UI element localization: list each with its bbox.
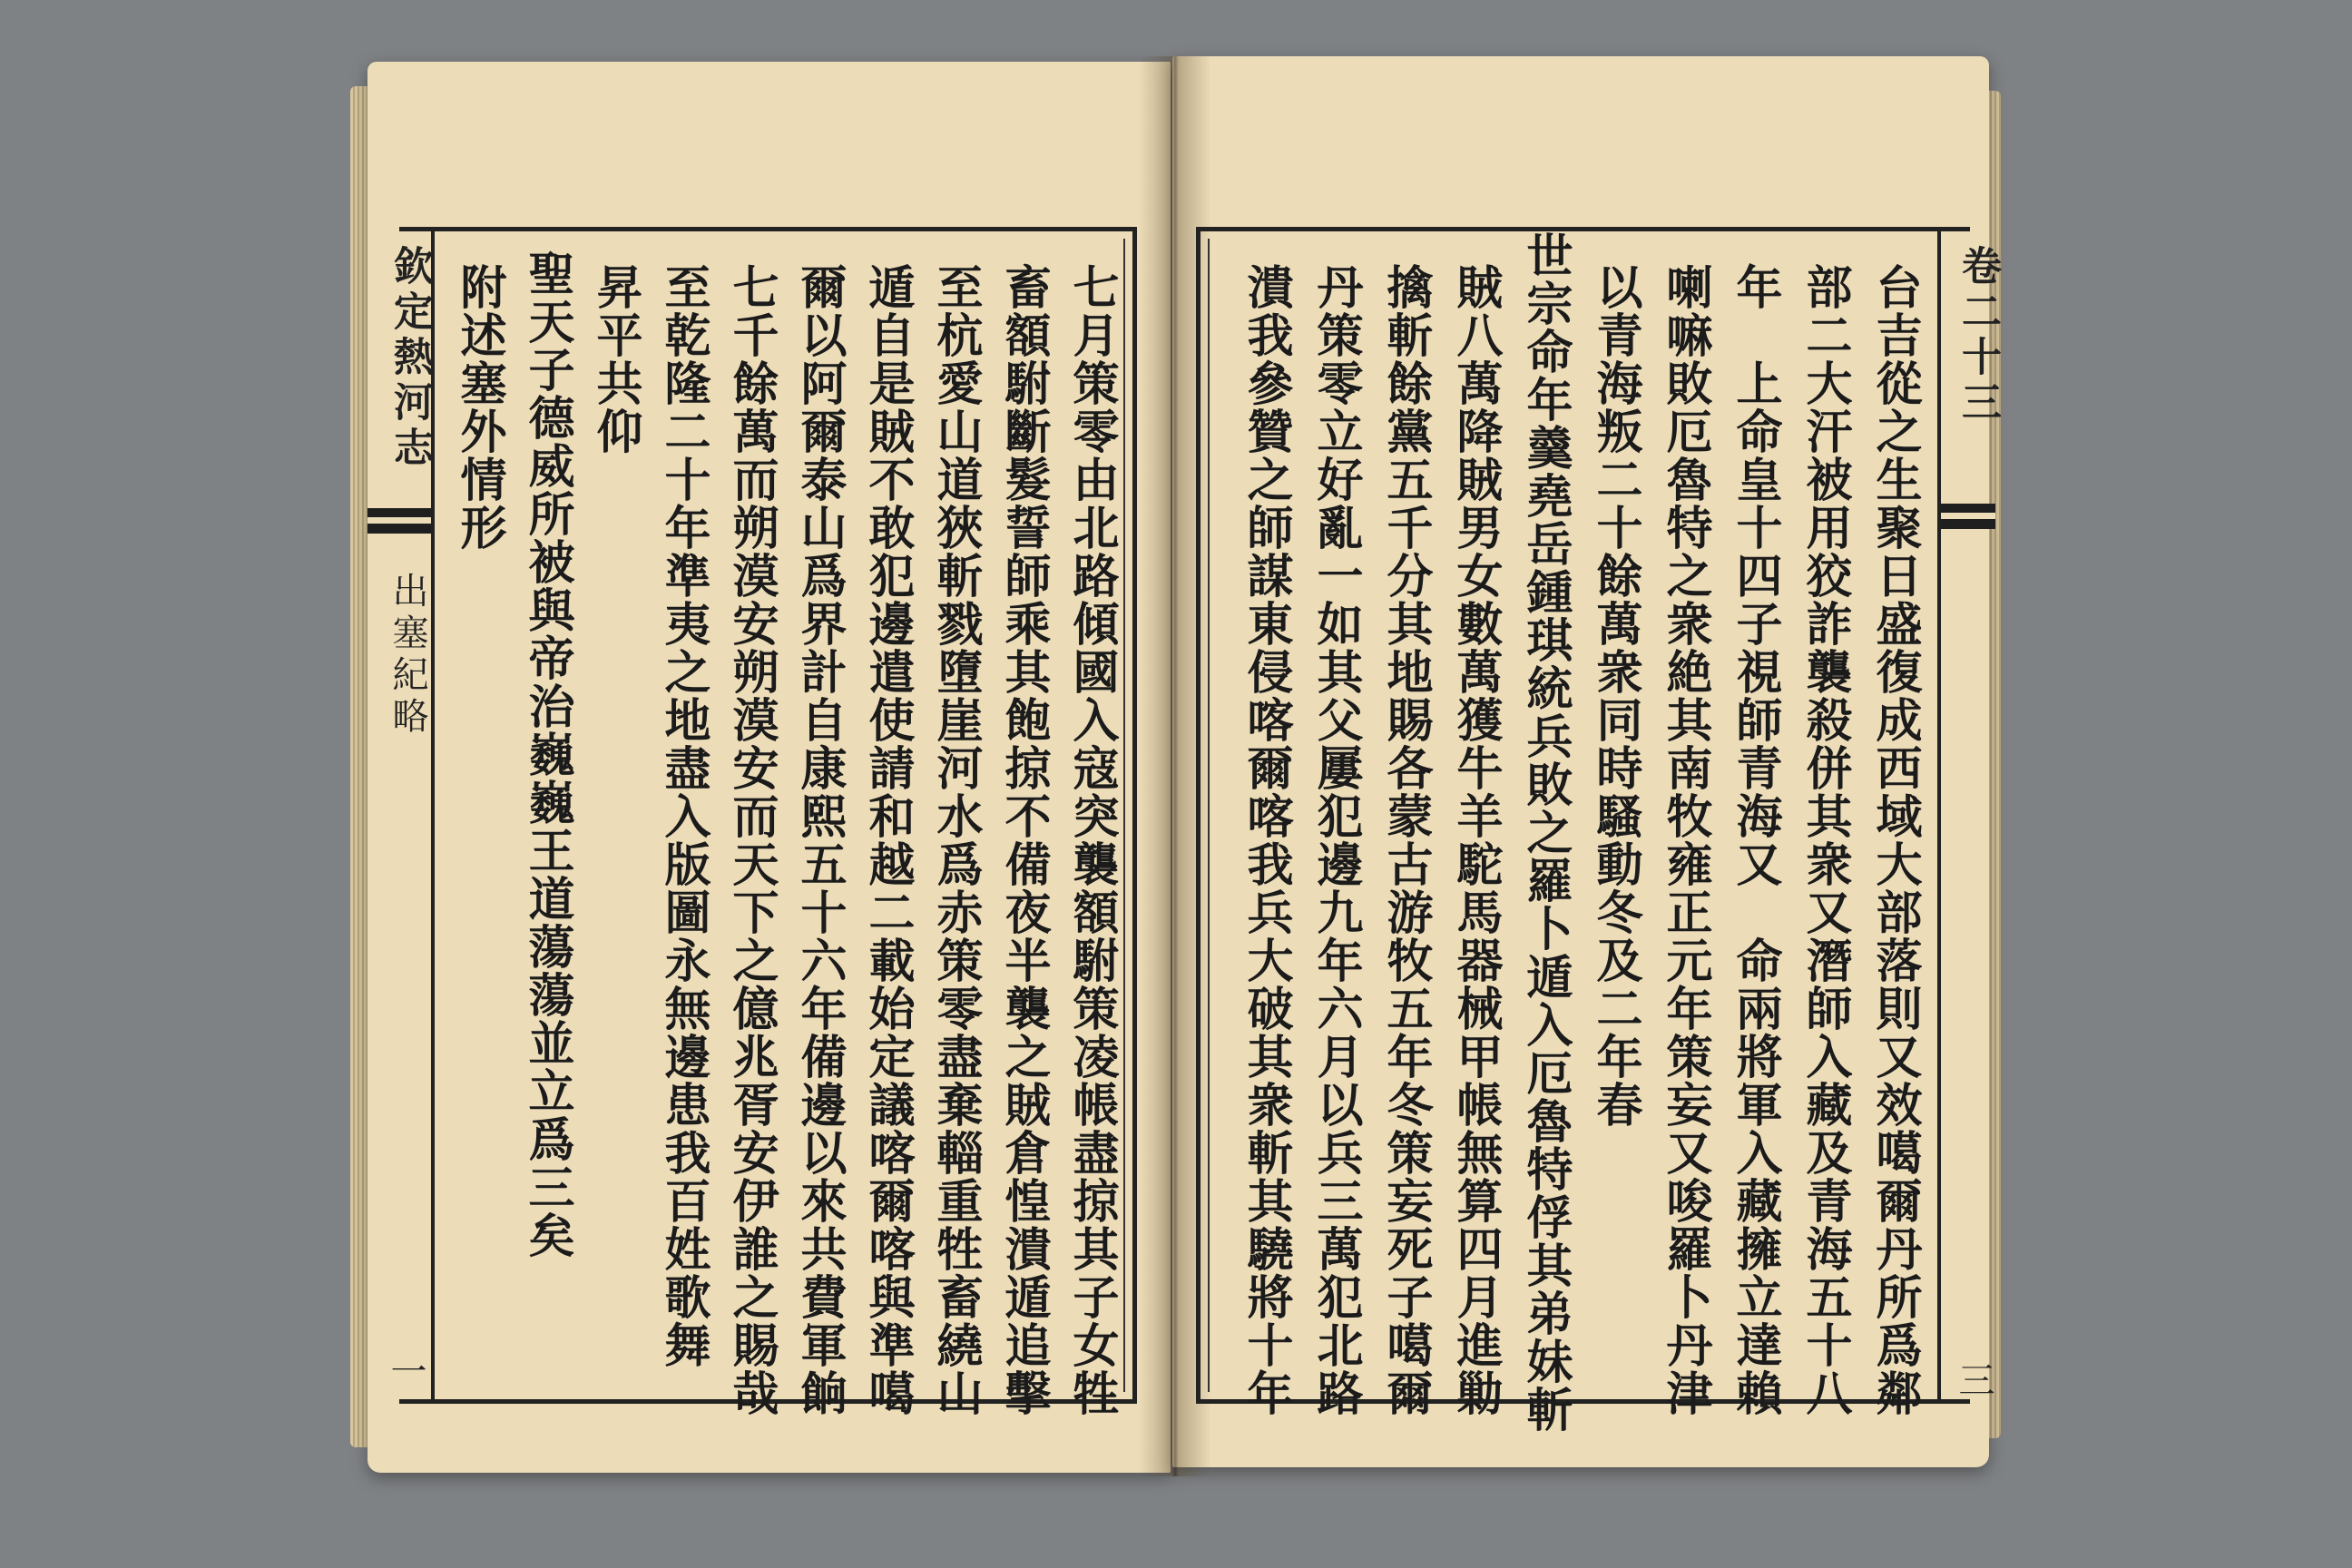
right-banxin-foot: 三 [1953, 1361, 1994, 1403]
right-column-3: 年 上命皇十四子視師青海又 命兩將軍入藏擁立達賴 [1728, 263, 1782, 1417]
right-column-4: 喇嘛敗厄魯特之衆絶其南牧雍正元年策妄又唆羅卜丹津 [1658, 263, 1712, 1417]
left-column-8: 昇平共仰 [588, 263, 642, 456]
left-fish-tail [368, 508, 431, 534]
right-column-6: 世宗命年羹堯岳鍾琪統兵敗之羅卜遁入厄魯特俘其弟妹斬 [1518, 231, 1573, 1434]
left-column-9: 聖天子德威所被與帝治巍巍王道蕩蕩並立爲三矣 [520, 250, 574, 1259]
right-column-7: 賊八萬降賊男女數萬獲牛羊駝馬器械甲帳無算四月進勦 [1448, 263, 1503, 1417]
right-column-10: 潰我參贊之師謀東侵喀爾喀我兵大破其衆斬其驍將十年 [1239, 263, 1293, 1417]
left-banxin [368, 227, 435, 1404]
right-column-2: 部二大汗被用狡詐襲殺併其衆又潛師入藏及青海五十八 [1798, 263, 1852, 1417]
left-column-4: 遁自是賊不敢犯邊遣使請和越二載始定議喀爾喀與準噶 [860, 263, 915, 1417]
right-column-8: 擒斬餘黨五千分其地賜各蒙古游牧五年冬策妄死子噶爾 [1378, 263, 1433, 1417]
left-column-7: 至乾隆二十年準夷之地盡入版圖永無邊患我百姓歌舞 [656, 263, 710, 1369]
left-banxin-foot: 一 [385, 1352, 426, 1394]
left-column-1: 七月策零由北路傾國入寇突襲額駙策凌帳盡掠其子女牲 [1064, 263, 1119, 1417]
left-column-3: 至杭愛山道狹斬戮墮崖河水爲赤策零盡棄輜重牲畜繞山 [928, 263, 983, 1417]
right-banxin-title: 卷二十三 [1955, 245, 2001, 426]
right-column-5: 以青海叛二十餘萬衆同時騷動冬及二年春 [1588, 263, 1642, 1129]
left-banxin-section: 出塞紀略 [387, 572, 428, 739]
right-fish-tail [1941, 504, 1995, 529]
right-banxin [1937, 227, 2001, 1404]
left-column-5: 爾以阿爾泰山爲界計自康熙五十六年備邊以來共費軍餉 [792, 263, 847, 1417]
right-column-9: 丹策零立好亂一如其父屢犯邊九年六月以兵三萬犯北路 [1308, 263, 1363, 1417]
left-banxin-title: 欽定熱河志 [387, 245, 433, 472]
right-column-1: 台吉從之生聚日盛復成西域大部落則又效噶爾丹所爲鄰 [1867, 263, 1922, 1417]
left-column-6: 七千餘萬而朔漠安朔漠安而天下之億兆胥安伊誰之賜哉 [724, 263, 779, 1417]
left-column-10: 附述塞外情形 [452, 263, 506, 552]
left-column-2: 畜額駙斷髮誓師乘其飽掠不備夜半襲之賊倉惶潰遁追擊 [996, 263, 1051, 1417]
